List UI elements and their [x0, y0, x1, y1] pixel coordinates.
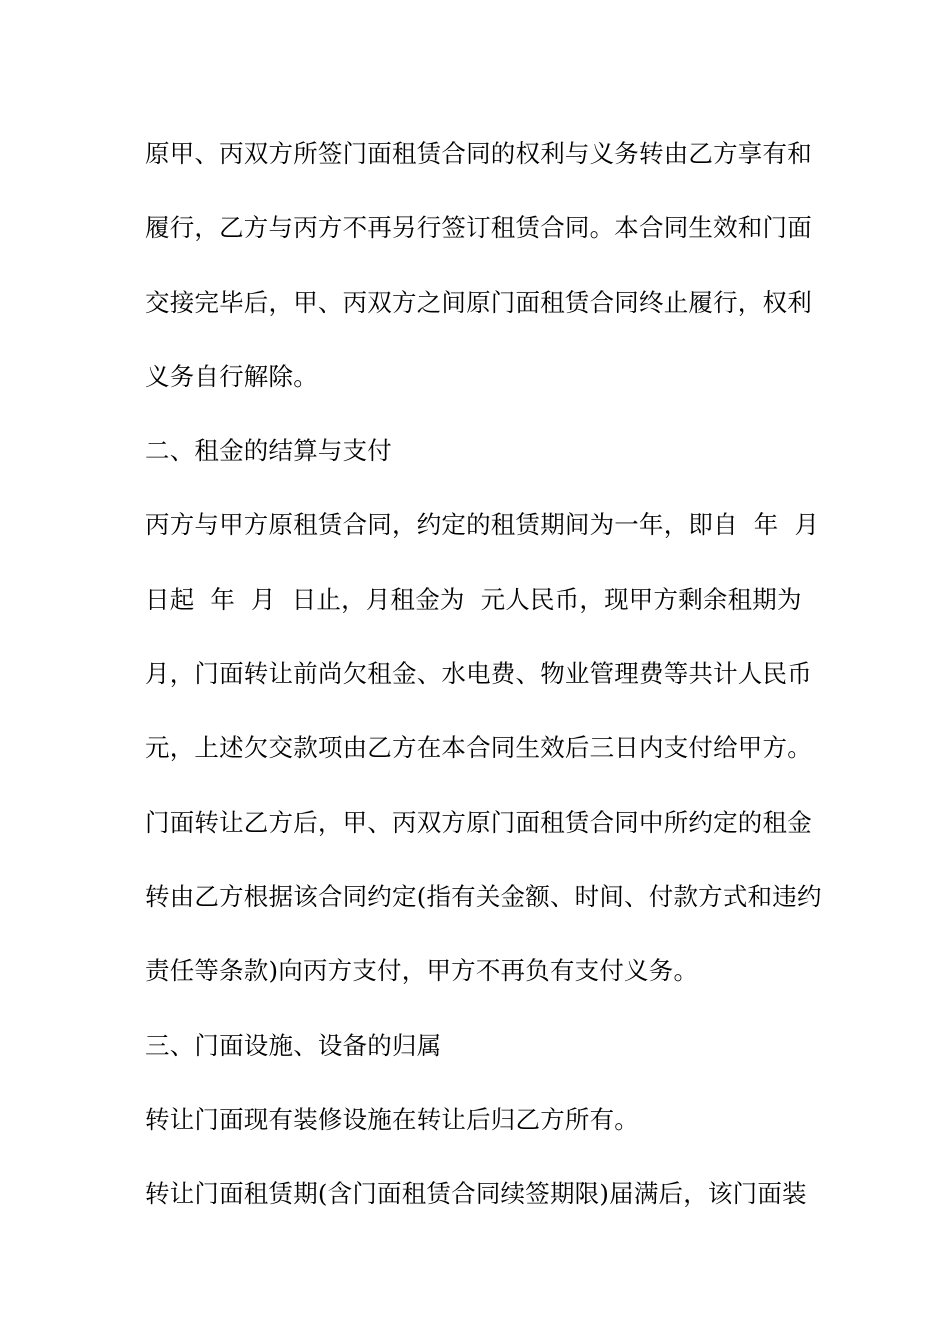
paragraph-line-4: 义务自行解除。: [145, 361, 318, 391]
paragraph-line-2: 履行，乙方与丙方不再另行签订租赁合同。本合同生效和门面: [145, 213, 812, 243]
paragraph-line-12: 责任等条款)向丙方支付，甲方不再负有支付义务。: [145, 956, 699, 986]
paragraph-line-11: 转由乙方根据该合同约定(指有关金额、时间、付款方式和违约: [145, 881, 822, 911]
section-heading-rent: 二、租金的结算与支付: [145, 436, 392, 466]
paragraph-line-3: 交接完毕后，甲、丙双方之间原门面租赁合同终止履行，权利: [145, 287, 812, 317]
paragraph-line-6: 丙方与甲方原租赁合同，约定的租赁期间为一年，即自 年 月: [145, 510, 820, 540]
paragraph-line-10: 门面转让乙方后，甲、丙双方原门面租赁合同中所约定的租金: [145, 807, 812, 837]
section-heading-facilities: 三、门面设施、设备的归属: [145, 1030, 442, 1060]
paragraph-line-1: 原甲、丙双方所签门面租赁合同的权利与义务转由乙方享有和: [145, 139, 812, 168]
paragraph-line-9: 元，上述欠交款项由乙方在本合同生效后三日内支付给甲方。: [145, 733, 812, 763]
paragraph-line-14: 转让门面现有装修设施在转让后归乙方所有。: [145, 1104, 639, 1134]
paragraph-line-15: 转让门面租赁期(含门面租赁合同续签期限)届满后，该门面装: [145, 1179, 807, 1209]
document-body: [145, 132, 822, 1246]
paragraph-line-8: 月，门面转让前尚欠租金、水电费、物业管理费等共计人民币: [145, 659, 812, 689]
paragraph-line-7: 日起 年 月 日止，月租金为 元人民币，现甲方剩余租期为: [145, 584, 802, 614]
